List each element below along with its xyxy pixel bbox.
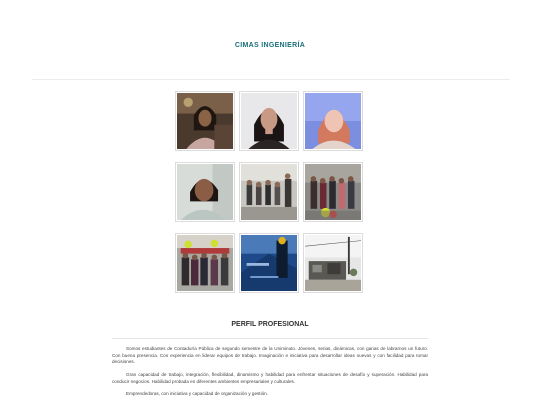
gallery-photo-4[interactable] bbox=[175, 162, 235, 222]
gallery-photo-1[interactable] bbox=[175, 91, 235, 151]
profile-paragraph-3: Emprendedoras, con iniciativa y capacidad de organización y gestión. bbox=[126, 391, 268, 396]
gallery-photo-7[interactable] bbox=[175, 233, 235, 293]
section-title: PERFIL PROFESIONAL bbox=[231, 321, 309, 328]
gallery-photo-5[interactable] bbox=[239, 162, 299, 222]
gallery-photo-8[interactable] bbox=[239, 233, 299, 293]
profile-paragraph-1: Somos estudiantes de Contaduría Pública de segundo semestre de la Uniminuto. Jóvenes, serias, dinámicas, con ganas de labrarnos un futuro. Con buena presencia. Con experiencia en liderar equipos de trabajo. Imaginación e iniciativa para desarrollar ideas nuevas y con facilidad para tomar decisiones. bbox=[112, 346, 428, 365]
site-title[interactable]: CIMAS INGENIERÍA bbox=[234, 42, 306, 49]
gallery-photo-6[interactable] bbox=[303, 162, 363, 222]
photo-group-event-balloons-icon bbox=[177, 235, 233, 291]
photo-woman-selfie-dark-icon bbox=[177, 93, 233, 149]
header-divider bbox=[32, 79, 510, 80]
gallery-photo-2[interactable] bbox=[239, 91, 299, 151]
photo-firefighter-blue-icon bbox=[241, 235, 297, 291]
photo-woman-smiling-icon bbox=[177, 164, 233, 220]
photo-outdoor-street-icon bbox=[305, 235, 361, 291]
section-divider bbox=[112, 338, 428, 339]
photo-woman-blue-background-icon bbox=[305, 93, 361, 149]
gallery-photo-9[interactable] bbox=[303, 233, 363, 293]
gallery-photo-3[interactable] bbox=[303, 91, 363, 151]
photo-group-with-balloons-icon bbox=[305, 164, 361, 220]
profile-paragraph-2: Gran capacidad de trabajo, integración, flexibilidad, dinamismo y habilidad para enfrentar situaciones de desafío y superación. Habilidad para conducir negocios. Habilidad probada en diferentes ambientes empresariales y culturales. bbox=[112, 372, 428, 384]
photo-classroom-group-icon bbox=[241, 164, 297, 220]
photo-woman-portrait-icon bbox=[241, 93, 297, 149]
